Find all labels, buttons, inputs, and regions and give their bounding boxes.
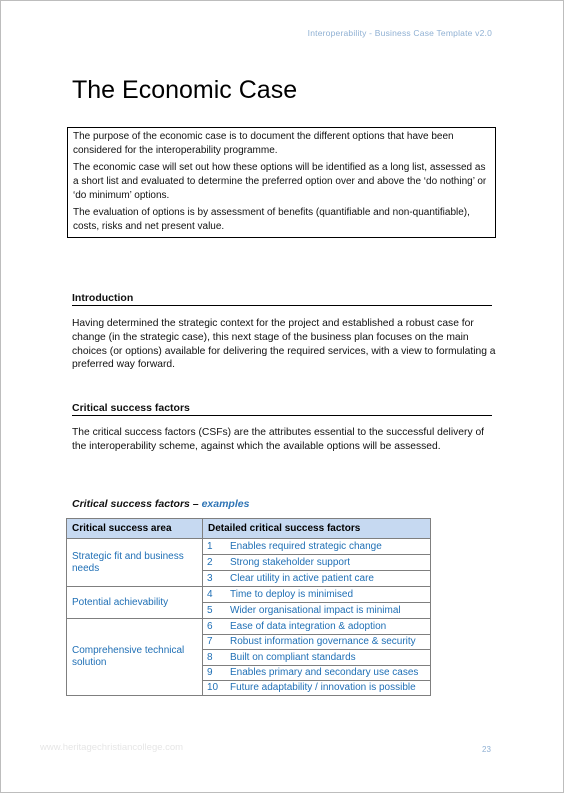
area-cell: Potential achievability [67, 587, 203, 619]
table-header-row [67, 519, 431, 539]
table-row [67, 587, 431, 603]
factor-text: Strong stakeholder support [227, 555, 431, 571]
factor-text: Enables required strategic change [227, 539, 431, 555]
factor-text: Clear utility in active patient care [227, 571, 431, 587]
table-row [67, 539, 431, 555]
factor-text: Enables primary and secondary use cases [227, 666, 431, 681]
running-header: Interoperability - Business Case Template v2.0 [307, 28, 492, 38]
factor-number: 6 [203, 619, 228, 635]
factor-number: 7 [203, 635, 228, 650]
factor-number: 1 [203, 539, 228, 555]
table-caption-examples: examples [201, 498, 250, 510]
watermark-text: www.heritagechristiancollege.com [40, 742, 184, 753]
introduction-heading: Introduction [72, 292, 492, 306]
purpose-paragraph: The economic case will set out how these options will be identified as a long list, assessed as a short list and evaluated to determine the preferred option over and above the ‘do nothing’ or ‘do minimum’ options. [73, 162, 487, 201]
purpose-paragraph: The purpose of the economic case is to document the different options that have been considered for the interoperability programme. [73, 131, 454, 156]
factor-text: Ease of data integration & adoption [227, 619, 431, 635]
factor-number: 5 [203, 603, 228, 619]
factor-number: 2 [203, 555, 228, 571]
factor-number: 8 [203, 650, 228, 666]
area-cell: Comprehensive technical solution [67, 619, 203, 696]
page-number: 23 [482, 745, 491, 754]
factor-text: Time to deploy is minimised [227, 587, 431, 603]
factor-text: Robust information governance & security [227, 635, 431, 650]
column-header-factors: Detailed critical success factors [203, 519, 431, 539]
table-caption-main: Critical success factors – [72, 498, 202, 510]
factor-number: 9 [203, 666, 228, 681]
factor-text: Future adaptability / innovation is possible [227, 681, 431, 696]
factor-number: 4 [203, 587, 228, 603]
factor-text: Built on compliant standards [227, 650, 431, 666]
csf-text: The critical success factors (CSFs) are the attributes essential to the successful delivery of the interoperability scheme, against which the available options will be assessed. [72, 427, 485, 452]
area-cell: Strategic fit and business needs [67, 539, 203, 587]
factor-number: 3 [203, 571, 228, 587]
table-row [67, 619, 431, 635]
purpose-paragraph: The evaluation of options is by assessment of benefits (quantifiable and non-quantifiable), costs, risks and net present value. [73, 207, 470, 232]
page-title: The Economic Case [72, 76, 298, 104]
column-header-area: Critical success area [67, 519, 203, 539]
factor-number: 10 [203, 681, 228, 696]
csf-heading: Critical success factors [72, 402, 492, 416]
table-caption [72, 498, 249, 510]
purpose-box [67, 127, 496, 238]
csf-table [66, 518, 431, 696]
introduction-text: Having determined the strategic context for the project and established a robust case for change (in the strategic case), this next stage of the business plan focuses on the main choices (or options) available for delivering the required services, with a view to formulating a preferred way forward. [72, 318, 496, 371]
factor-text: Wider organisational impact is minimal [227, 603, 431, 619]
